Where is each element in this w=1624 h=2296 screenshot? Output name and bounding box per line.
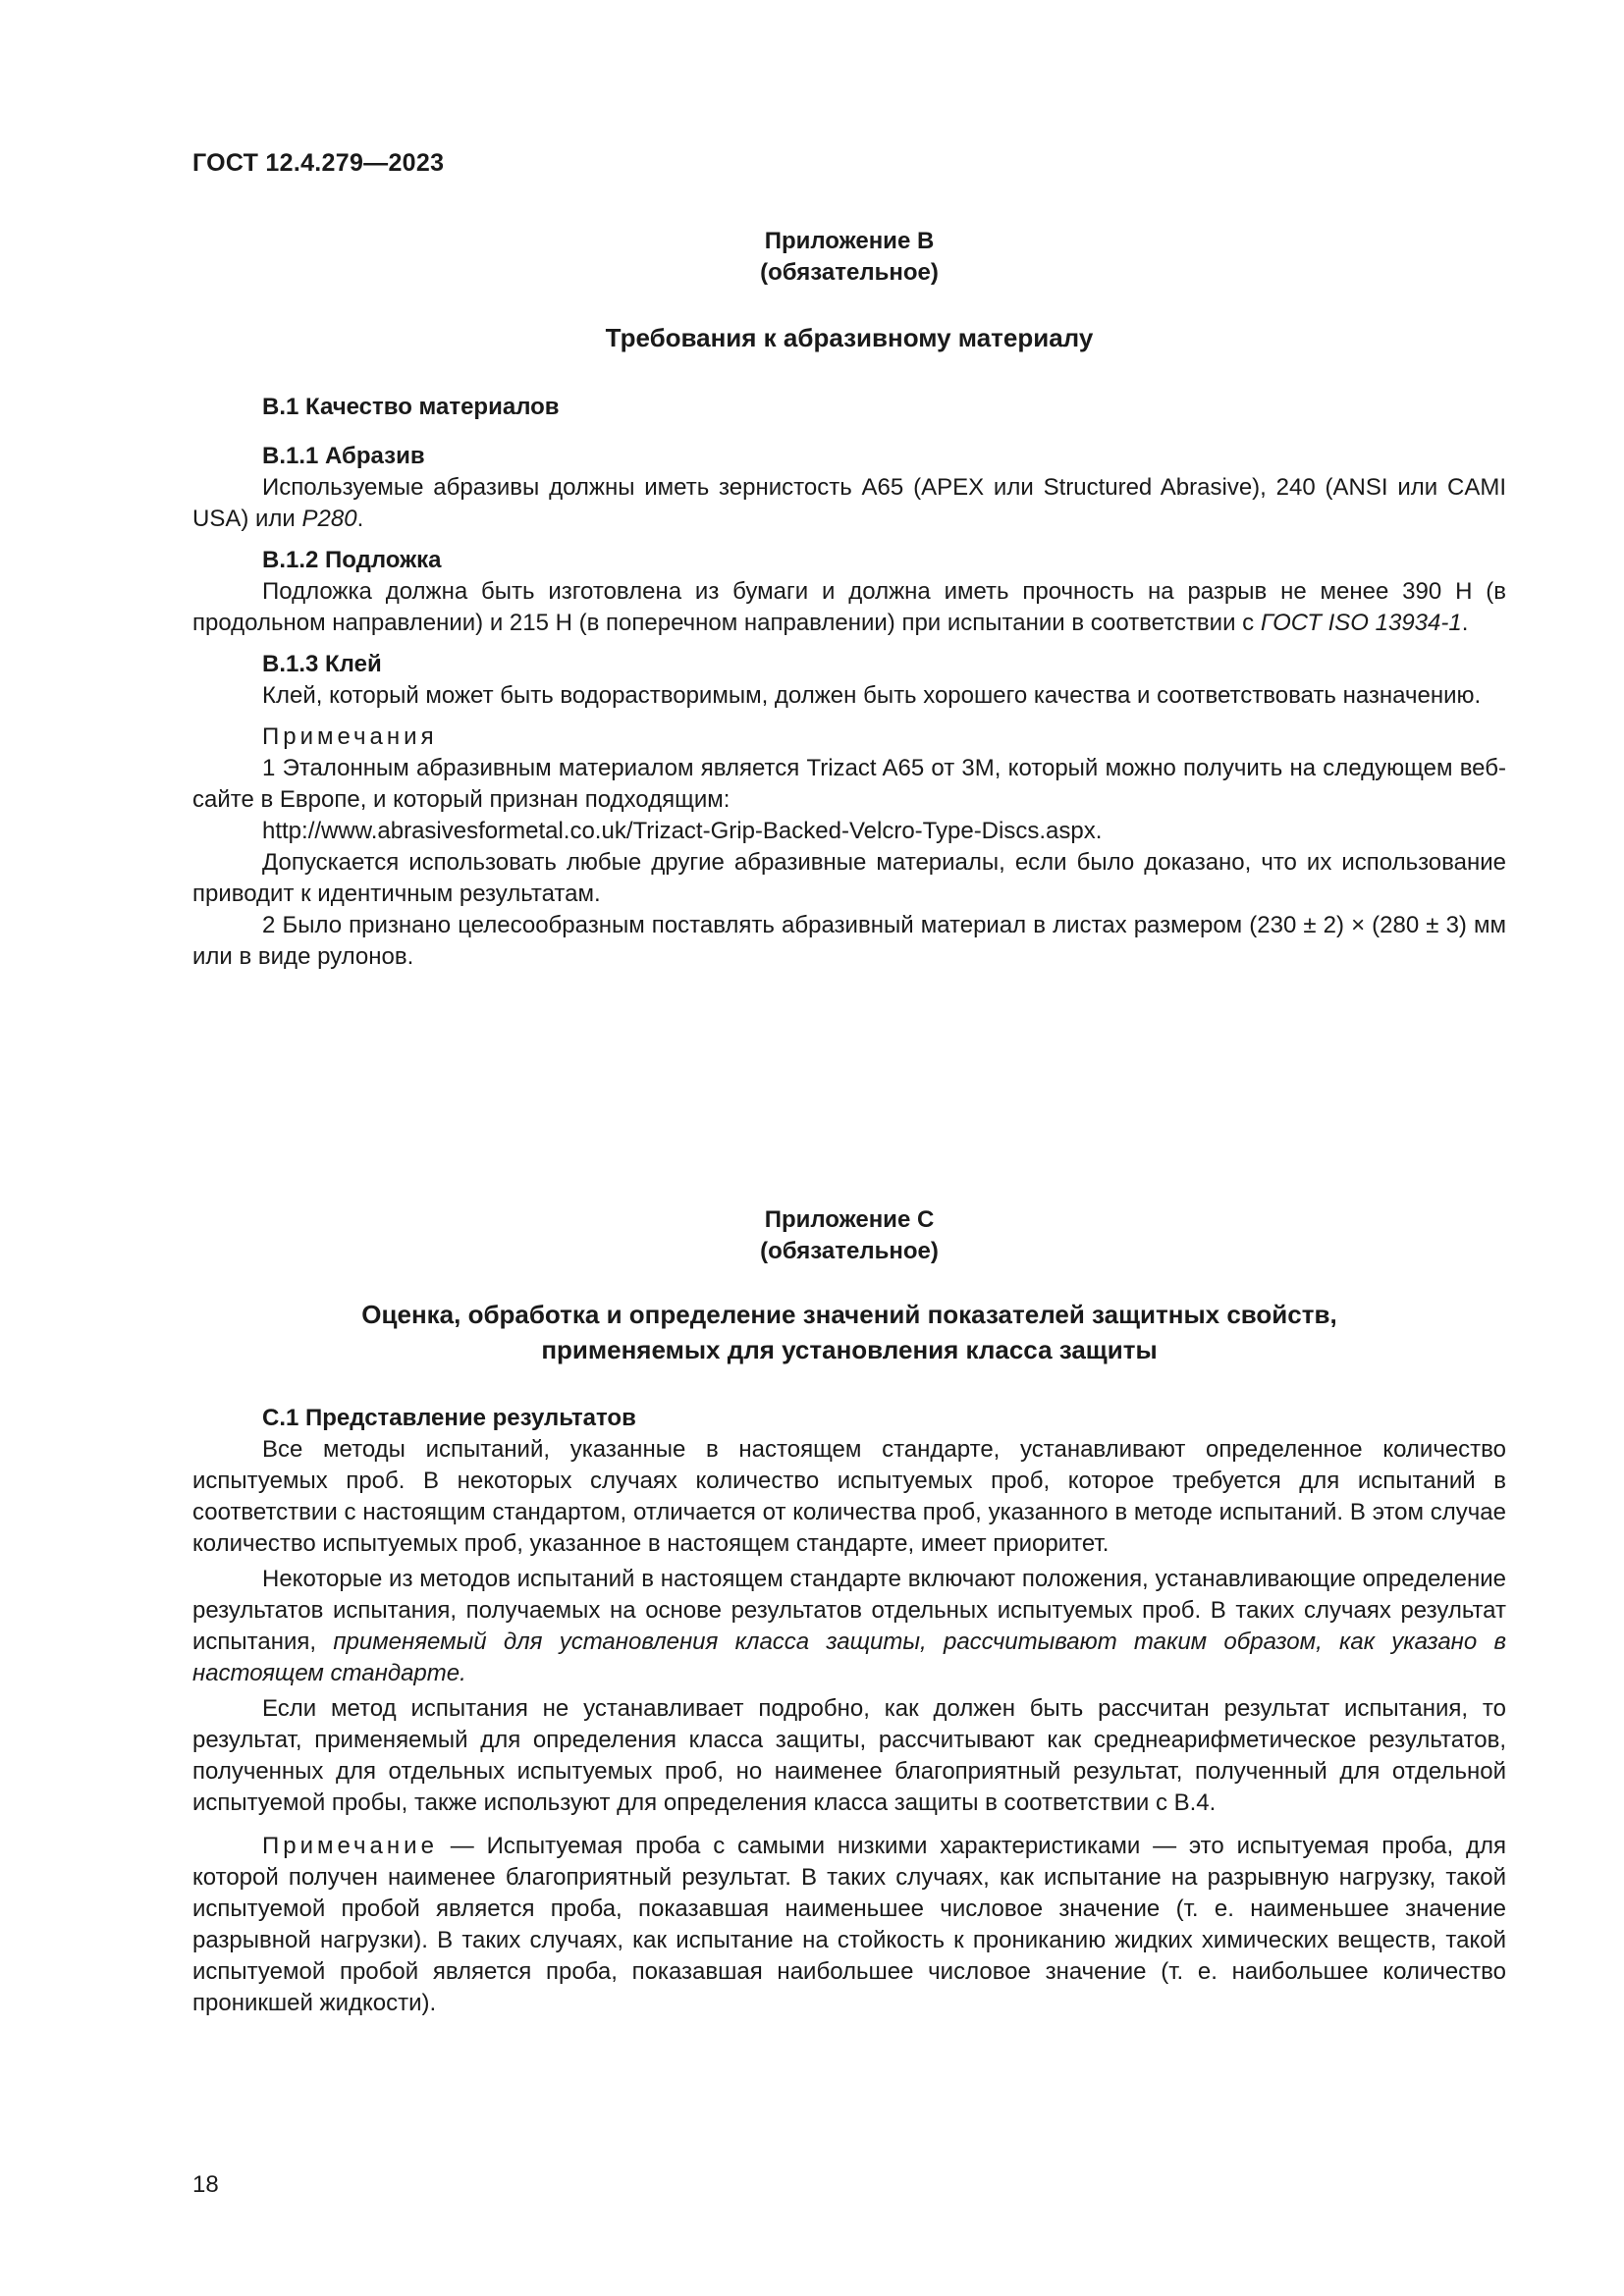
standard-code: ГОСТ 12.4.279—2023 — [192, 149, 445, 177]
b12-text: Подложка должна быть изготовлена из бумаги и должна иметь прочность на разрыв не менее 390 Н (в продольном направлении) и 215 Н (в поперечном направлении) при испытании в соответствии с ГОСТ ISO 13934-1. — [192, 578, 1506, 636]
note1-url: http://www.abrasivesformetal.co.uk/Trizact-Grip-Backed-Velcro-Type-Discs.aspx. — [262, 818, 1103, 844]
appendix-c — [192, 1204, 1506, 2019]
c1-para1: Все методы испытаний, указанные в настоящем стандарте, устанавливают определенное количество испытуемых проб. В некоторых случаях количество испытуемых проб, которое требуется для испытаний в соответствии с настоящим стандартом, отличается от количества проб, указанного в методе испытаний. В этом случае количество испытуемых проб, указанное в настоящем стандарте, имеет приоритет. — [192, 1436, 1506, 1557]
c1-heading: С.1 Представление результатов — [262, 1405, 636, 1431]
appendix-c-type: (обязательное) — [760, 1238, 939, 1264]
appendix-b-title: Приложение В — [764, 228, 935, 254]
c1-para2: Некоторые из методов испытаний в настоящем стандарте включают положения, устанавливающие определение результатов испытания, получаемых на основе результатов отдельных испытуемых проб. В таких случаях результат испытания, применяемый для установления класса защиты, рассчитывают таким образом, как указано в настоящем стандарте. — [192, 1566, 1507, 1686]
appendix-c-title: Приложение С — [764, 1206, 935, 1233]
b11-heading: В.1.1 Абразив — [262, 443, 425, 469]
appendix-b — [192, 226, 1506, 973]
note2-text: 2 Было признано целесообразным поставлять абразивный материал в листах размером (230 ± 2) × (280 ± 3) мм или в виде рулонов. — [192, 912, 1506, 970]
notes-label: Примечания — [262, 723, 438, 750]
note1-extra: Допускается использовать любые другие абразивные материалы, если было доказано, что их использование приводит к идентичным результатам. — [192, 849, 1506, 907]
b12-heading: В.1.2 Подложка — [262, 547, 442, 573]
b13-heading: В.1.3 Клей — [262, 651, 382, 677]
appendix-c-section-title-line2: применяемых для установления класса защиты — [541, 1335, 1158, 1364]
b13-text: Клей, который может быть водорастворимым, должен быть хорошего качества и соответствовать назначению. — [262, 682, 1482, 709]
page-number: 18 — [192, 2171, 219, 2198]
appendix-c-section-title-line1: Оценка, обработка и определение значений показателей защитных свойств, — [361, 1300, 1337, 1329]
appendix-b-section-title: Требования к абразивному материалу — [605, 323, 1094, 352]
b11-text: Используемые абразивы должны иметь зернистость А65 (APEX или Structured Abrasive), 240 (ANSI или CAMI USA) или P280. — [192, 474, 1506, 532]
b1-heading: В.1 Качество материалов — [262, 394, 560, 420]
appendix-b-type: (обязательное) — [760, 259, 939, 286]
c1-note: Примечание — Испытуемая проба с самыми низкими характеристиками — это испытуемая проба, для которой получен наименее благоприятный результат. В таких случаях, как испытание на разрывную нагрузку, такой испытуемой пробой является проба, показавшая наименьшее числовое значение (т. е. наименьшее значение разрывной нагрузки). В таких случаях, как испытание на стойкость к прониканию жидких химических веществ, такой испытуемой пробой является проба, показавшая наибольшее числовое значение (т. е. наибольшее количество проникшей жидкости). — [192, 1833, 1506, 2016]
c1-para3: Если метод испытания не устанавливает подробно, как должен быть рассчитан результат испытания, то результат, применяемый для определения класса защиты, рассчитывают как среднеарифметическое результатов, полученных для отдельных испытуемых проб, но наименее благоприятный результат, полученный для отдельной испытуемой пробы, также используют для определения класса защиты в соответствии с В.4. — [192, 1695, 1506, 1816]
page-content — [192, 226, 1506, 2019]
note1-text: 1 Эталонным абразивным материалом является Trizact A65 от 3M, который можно получить на следующем веб-сайте в Европе, и который признан подходящим: — [192, 755, 1506, 813]
